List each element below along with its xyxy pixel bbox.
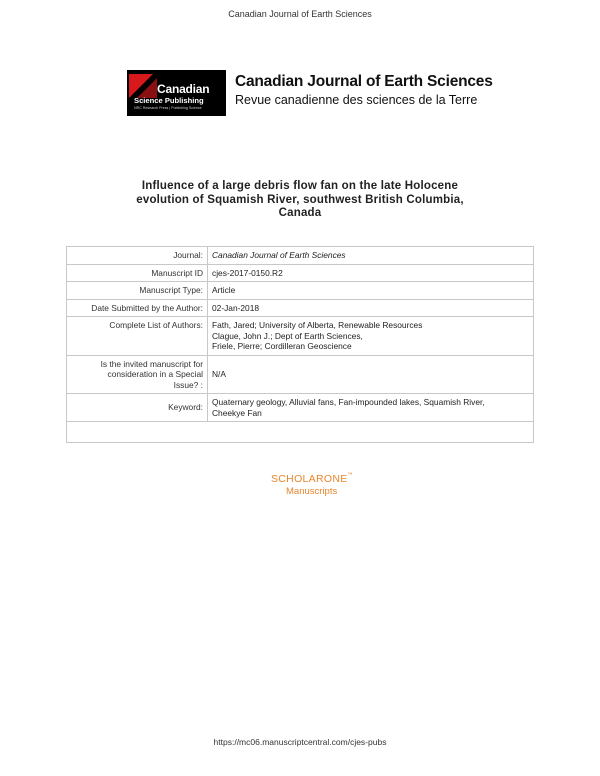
table-row — [67, 317, 534, 356]
title-line1: Influence of a large debris flow fan on the late Holocene — [141, 180, 459, 192]
label-line: Issue? : — [173, 379, 203, 390]
keyword-label: Keyword: — [168, 402, 203, 412]
row-label: Journal: — [67, 247, 208, 265]
keyword-line: Cheekye Fan — [212, 407, 262, 418]
row-value — [208, 355, 534, 394]
footer-url[interactable]: https://mc06.manuscriptcentral.com/cjes-pubs — [213, 737, 387, 747]
trademark-symbol: ™ — [347, 472, 353, 478]
manuscript-info-table — [66, 246, 534, 443]
table-row — [67, 247, 534, 265]
row-value: 02-Jan-2018 — [208, 299, 534, 317]
scholarone-manuscripts: Manuscripts — [286, 486, 338, 497]
table-row — [67, 299, 534, 317]
row-label — [67, 355, 208, 394]
author-line: Fath, Jared; University of Alberta, Renewable Resources — [212, 320, 423, 330]
table-row — [67, 282, 534, 300]
author-line: Clague, John J.; Dept of Earth Sciences, — [212, 330, 363, 341]
keyword-line: Quaternary geology, Alluvial fans, Fan-impounded lakes, Squamish River, — [212, 397, 485, 407]
running-head: Canadian Journal of Earth Sciences — [228, 9, 372, 19]
article-title — [90, 180, 510, 221]
title-line2: evolution of Squamish River, southwest British Columbia, — [136, 193, 464, 206]
label-line: Is the invited manuscript for — [100, 358, 203, 369]
table-row — [67, 394, 534, 422]
scholarone-brand: SCHOLARONE — [271, 473, 348, 485]
title-line3: Canada — [278, 207, 322, 219]
publisher-logo — [127, 70, 226, 116]
row-value — [208, 394, 534, 422]
logo-line3: NRC Research Press | Publishing Science — [134, 106, 202, 110]
row-label — [67, 394, 208, 422]
row-value: Article — [208, 282, 534, 300]
row-label: Complete List of Authors: — [67, 317, 208, 356]
journal-name-fr: Revue canadienne des sciences de la Terre — [235, 93, 478, 107]
special-issue-value: N/A — [212, 369, 226, 379]
label-line: consideration in a Special — [107, 369, 203, 379]
author-line: Friele, Pierre; Cordilleran Geoscience — [212, 341, 352, 351]
row-label: Manuscript ID — [67, 264, 208, 282]
table-row-empty — [67, 422, 534, 443]
table-row — [67, 355, 534, 394]
table-row — [67, 264, 534, 282]
row-value: cjes-2017-0150.R2 — [208, 264, 534, 282]
logo-line1: Canadian — [157, 82, 210, 96]
scholarone-logo — [271, 473, 353, 485]
row-label: Date Submitted by the Author: — [67, 299, 208, 317]
journal-name-en: Canadian Journal of Earth Sciences — [235, 73, 493, 90]
row-value — [208, 317, 534, 356]
row-label: Manuscript Type: — [67, 282, 208, 300]
logo-line2: Science Publishing — [134, 96, 204, 105]
row-value: Canadian Journal of Earth Sciences — [208, 247, 534, 265]
empty-cell — [67, 422, 534, 443]
